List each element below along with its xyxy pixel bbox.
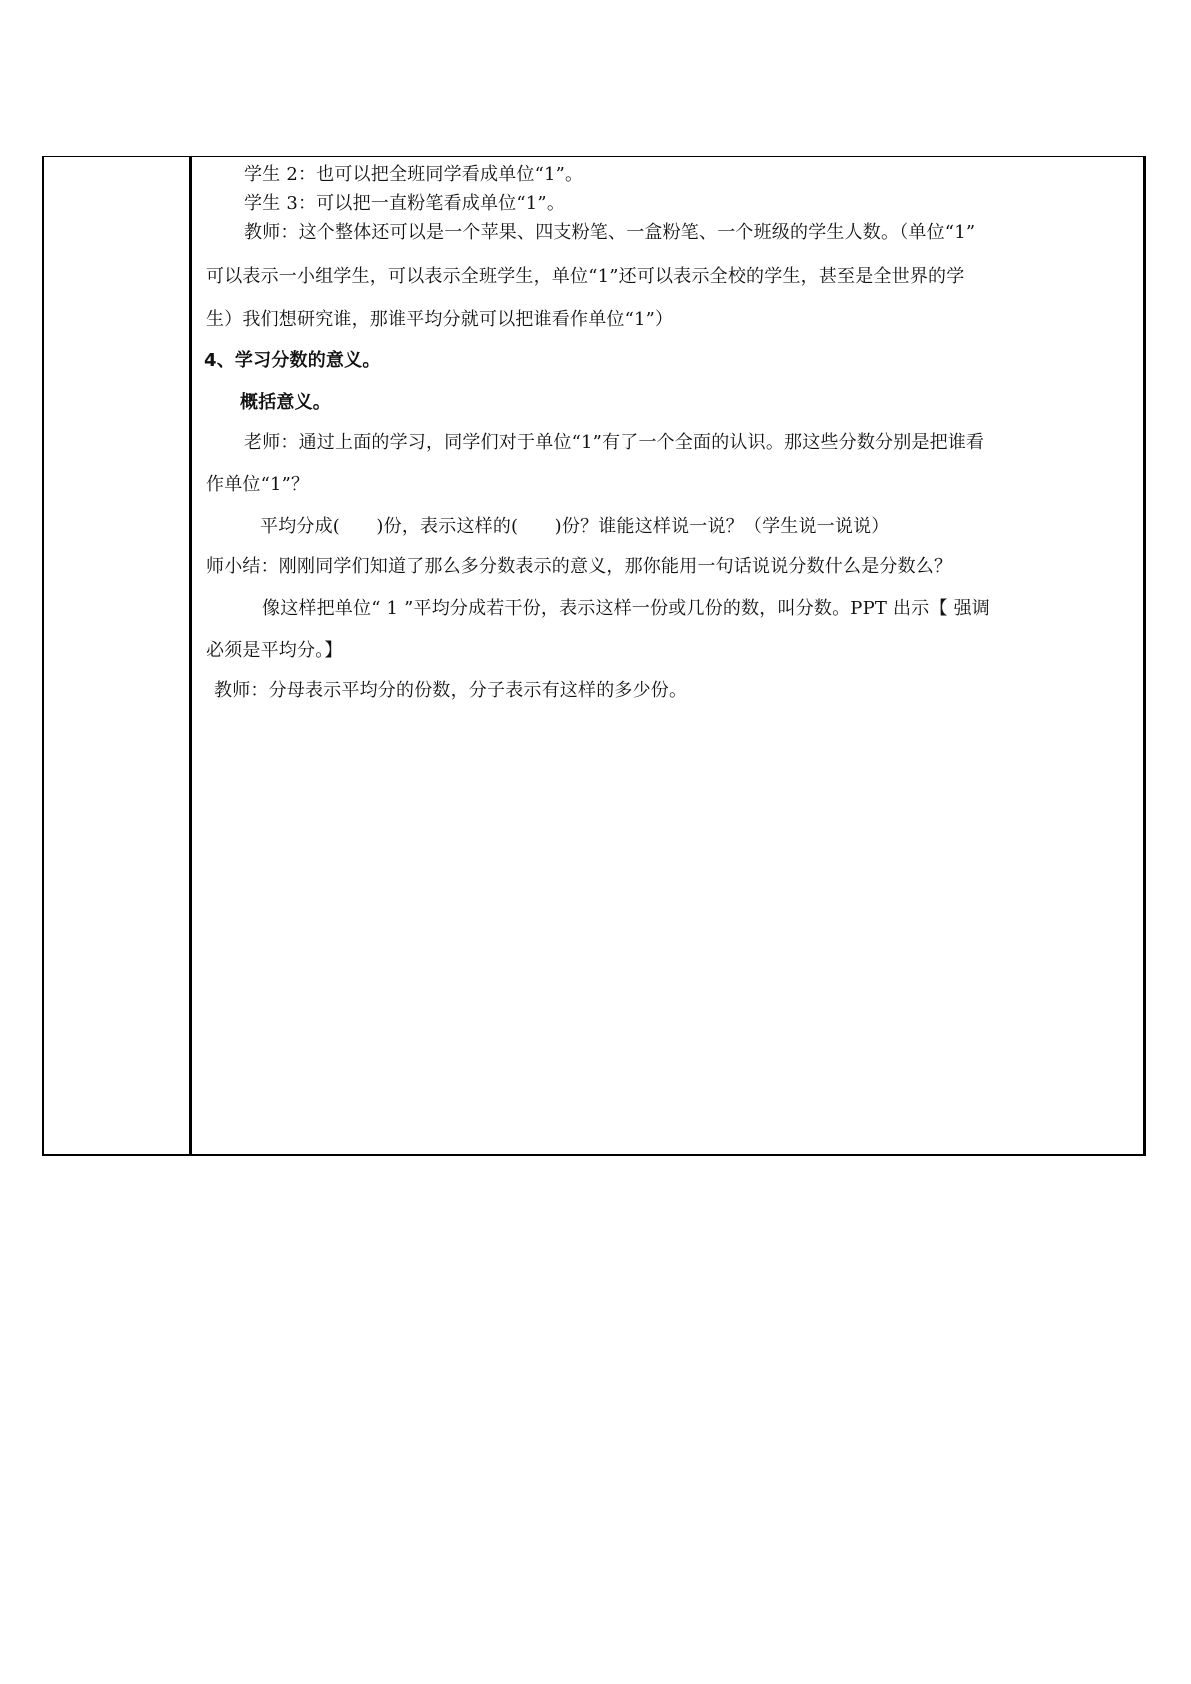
text-line: 必须是平均分。】 bbox=[206, 640, 343, 661]
text-line: 学生 2：也可以把全班同学看成单位“1”。 bbox=[244, 164, 584, 185]
text-line: 教师：分母表示平均分的份数，分子表示有这样的多少份。 bbox=[214, 680, 688, 701]
content-cell bbox=[192, 157, 1143, 1154]
text-line: 像这样把单位“ 1 ”平均分成若干份，表示这样一份或几份的数，叫分数。PPT 出示【 强调 bbox=[262, 598, 990, 619]
left-column-cell bbox=[44, 157, 192, 1154]
text-line: 可以表示一小组学生，可以表示全班学生，单位“1”还可以表示全校的学生，甚至是全世界的学 bbox=[206, 266, 965, 287]
text-line: 老师：通过上面的学习，同学们对于单位“1”有了一个全面的认识。那这些分数分别是把谁看 bbox=[244, 432, 985, 453]
text-line: 师小结：刚刚同学们知道了那么多分数表示的意义，那你能用一句话说说分数什么是分数么？ bbox=[206, 556, 953, 577]
text-line: 作单位“1”？ bbox=[206, 474, 310, 495]
lesson-table bbox=[42, 156, 1146, 1156]
text-line: 生）我们想研究谁，那谁平均分就可以把谁看作单位“1”） bbox=[206, 309, 674, 330]
subheading: 概括意义。 bbox=[240, 392, 331, 413]
text-line: 平均分成( )份，表示这样的( )份？谁能这样说一说？（学生说一说说） bbox=[260, 516, 890, 537]
text-line: 教师：这个整体还可以是一个苹果、四支粉笔、一盒粉笔、一个班级的学生人数。（单位“1” bbox=[244, 222, 976, 243]
text-line: 学生 3：可以把一直粉笔看成单位“1”。 bbox=[244, 193, 566, 214]
section-heading: 4、学习分数的意义。 bbox=[204, 350, 381, 371]
